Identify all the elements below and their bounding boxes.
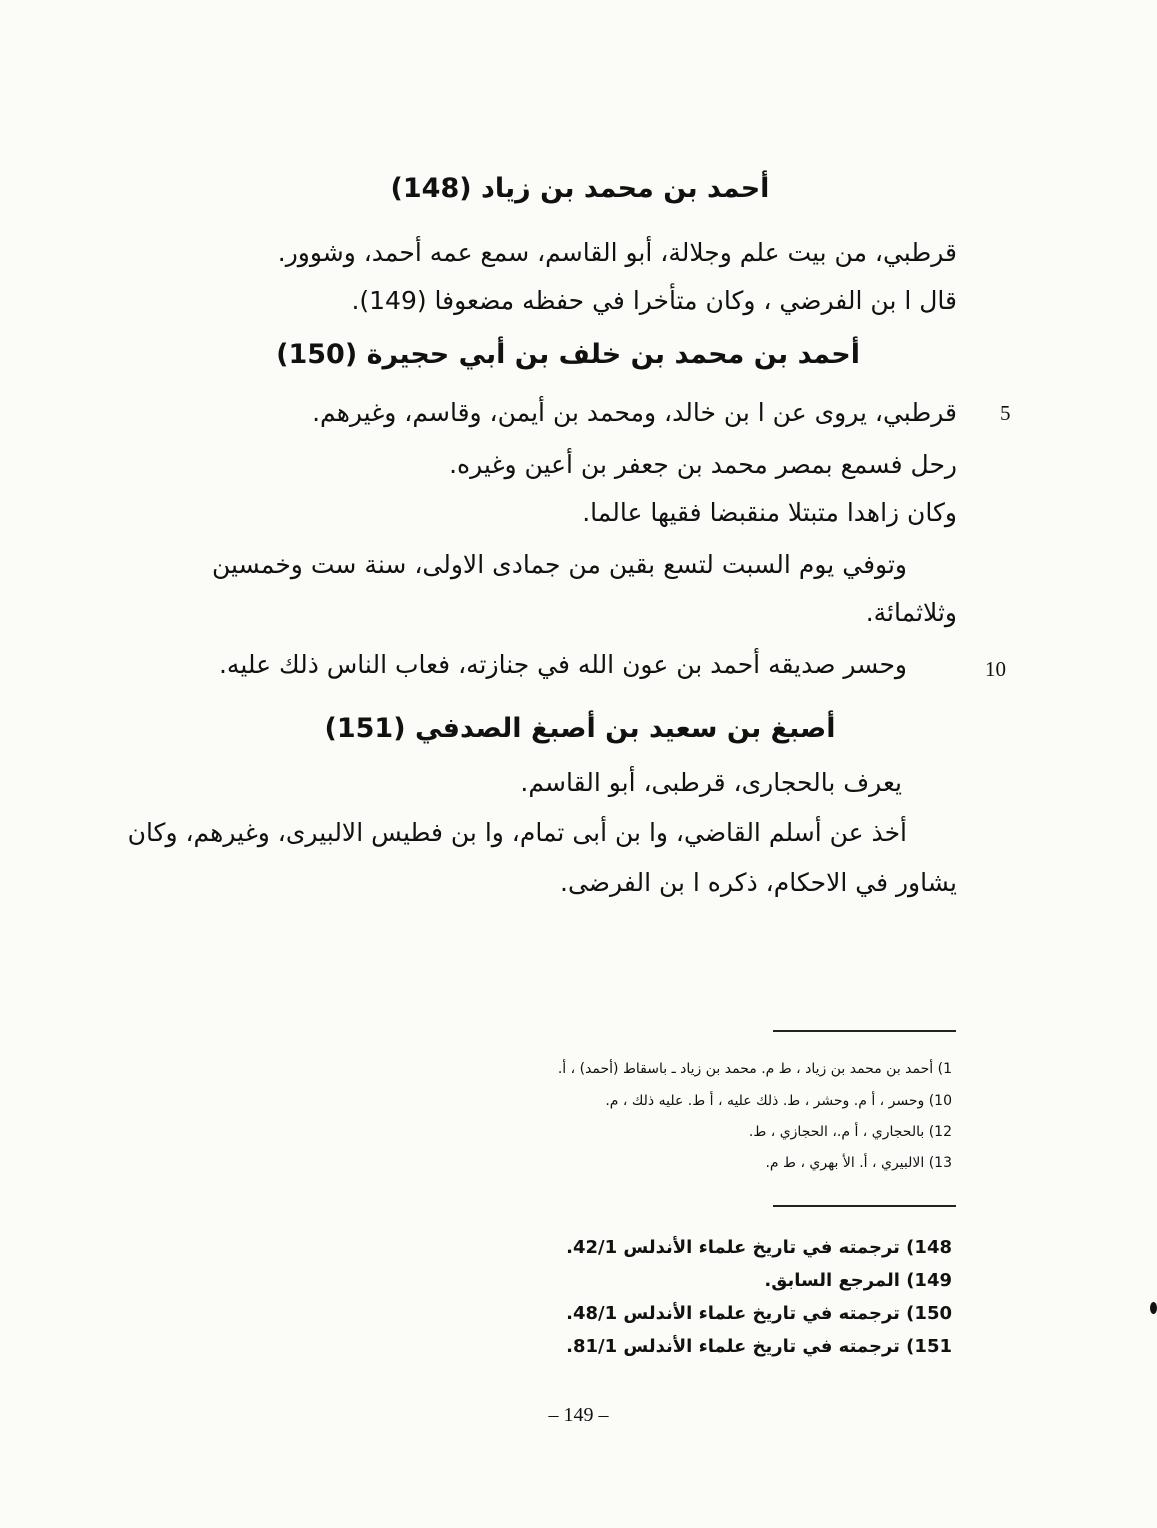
line-number-5: 5 (1000, 401, 1011, 425)
reference-note: 148) ترجمته في تاريخ علماء الأندلس 42/1. (566, 1237, 952, 1258)
variant-note: 13) الالبيري ، أ. الأ بهري ، ط م. (765, 1155, 952, 1171)
text-line: وثلاثمائة. (865, 598, 957, 627)
text-line: وحسر صديقه أحمد بن عون الله في جنازته، فعاب الناس ذلك عليه. (218, 650, 907, 679)
entry-heading-151: أصبغ بن سعيد بن أصبغ الصدفي (151) (324, 713, 836, 744)
text-line: رحل فسمع بمصر محمد بن جعفر بن أعين وغيره. (449, 450, 957, 479)
text-line: يشاور في الاحكام، ذكره ا بن الفرضى. (560, 868, 957, 897)
variant-note: 12) بالحجاري ، أ م.، الحجازي ، ط. (748, 1124, 952, 1140)
reference-note: 149) المرجع السابق. (764, 1270, 952, 1291)
reference-note: 150) ترجمته في تاريخ علماء الأندلس 48/1. (566, 1303, 952, 1324)
text-line: وكان زاهدا متبتلا منقبضا فقيها عالما. (582, 498, 957, 527)
text-line: قال ا بن الفرضي ، وكان متأخرا في حفظه مضعوفا (149). (351, 286, 957, 315)
text-line: وتوفي يوم السبت لتسع بقين من جمادى الاولى، سنة ست وخمسين (212, 550, 907, 579)
entry-heading-148: أحمد بن محمد بن زياد (148) (390, 173, 770, 204)
reference-note: 151) ترجمته في تاريخ علماء الأندلس 81/1. (566, 1336, 952, 1357)
line-number-10: 10 (985, 657, 1006, 681)
page-number: – 149 – (548, 1404, 609, 1426)
variant-note: 1) أحمد بن محمد بن زياد ، ط م. محمد بن زياد ـ باسقاط (أحمد) ، أ. (557, 1061, 952, 1077)
text-line: يعرف بالحجارى، قرطبى، أبو القاسم. (520, 768, 902, 797)
scan-mark (1150, 1302, 1157, 1314)
text-line: قرطبي، يروى عن ا بن خالد، ومحمد بن أيمن، وقاسم، وغيرهم. (312, 398, 957, 427)
entry-heading-150: أحمد بن محمد بن خلف بن أبي حجيرة (150) (276, 339, 860, 370)
text-line: قرطبي، من بيت علم وجلالة، أبو القاسم، سمع عمه أحمد، وشوور. (277, 238, 957, 267)
text-line: أخذ عن أسلم القاضي، وا بن أبى تمام، وا بن فطيس الالبيرى، وغيرهم، وكان (127, 818, 907, 847)
variant-note: 10) وحسر ، أ م. وحشر ، ط. ذلك عليه ، أ ط. عليه ذلك ، م. (605, 1093, 952, 1109)
footnote-divider (773, 1030, 956, 1032)
references-divider (773, 1205, 956, 1207)
